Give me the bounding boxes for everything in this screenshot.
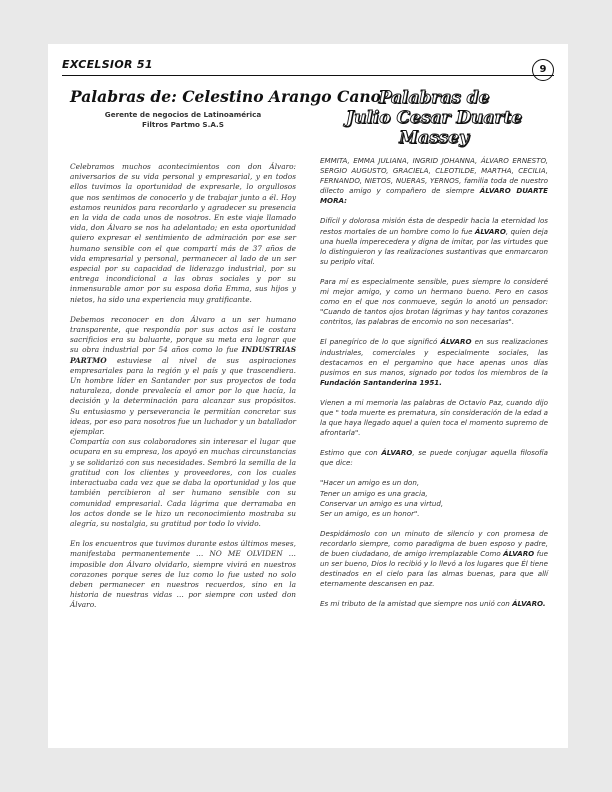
right-paragraph-7 <box>320 529 548 590</box>
right-paragraph-6-bold: ÁLVARO <box>381 448 413 458</box>
right-paragraph-2-text-a: Difícil y dolorosa misión ésta de despedir hacia la eternidad los restos mortales de un hombre como lo fue <box>320 216 548 236</box>
right-title-line-1: Palabras de <box>378 88 490 108</box>
left-paragraph-2-text-a: Debemos reconocer en don Álvaro a un ser humano transparente, que respondía por sus actos así le costara sacrificios era su baluarte, porque su meta era lograr que su obra industrial por 54 años como lo fue <box>70 314 296 355</box>
right-paragraph-7-text-b: fue un ser bueno, Dios lo recibió y lo llevó a los lugares que Él tiene destinados en el cielo para las almas buenas, para que allí eternamente descansen en paz. <box>320 549 548 589</box>
right-paragraph-2-text-b: , quien deja una huella imperecedera y digna de imitar, por las virtudes que lo distinguieron y las realizaciones sustantivas que enmarcaron su periplo vital. <box>320 226 548 266</box>
author-company: Filtros Partmo S.A.S <box>142 119 224 129</box>
verse-line-3: Conservar un amigo es una virtud, <box>320 498 444 508</box>
page-number: 9 <box>532 59 554 81</box>
author-role: Gerente de negocios de Latinoamérica <box>104 110 262 119</box>
right-paragraph-1 <box>320 156 548 206</box>
right-paragraph-8-bold: ÁLVARO. <box>512 599 546 609</box>
verse-line-4: Ser un amigo, es un honor". <box>320 508 420 518</box>
right-paragraph-6 <box>320 448 548 468</box>
masthead: EXCELSIOR 51 <box>62 58 153 71</box>
right-paragraph-4-bold-2: Fundación Santanderina 1951. <box>320 377 442 387</box>
right-paragraph-4-bold-1: ÁLVARO <box>440 337 472 347</box>
verse-line-2: Tener un amigo es una gracia, <box>320 488 428 498</box>
right-paragraph-1-text: EMMITA, EMMA JULIANA, INGRID JOHANNA, ÁLVARO ERNESTO, SERGIO AUGUSTO, GRACIELA, CLEOTILDE, MARTHA, CECILIA, FERNANDO, NIETOS, NUERAS, YERNOS, familia toda de nuestro dilecto amigo y compañero de siempre <box>320 156 548 196</box>
right-paragraph-6-text-a: Estimo que con <box>320 448 382 458</box>
right-paragraph-4-text-a: El panegírico de lo que significó <box>320 337 441 347</box>
right-paragraph-2-bold: ÁLVARO <box>474 226 506 236</box>
left-paragraph-2-bold: INDUSTRIAS PARTMO <box>70 345 296 365</box>
right-paragraph-2 <box>320 216 548 266</box>
right-paragraph-3: Para mí es especialmente sensible, pues siempre lo consideré mi mejor amigo, y como un hermano bueno. Pero en casos como en el que nos conmueve, según lo anotó un pensador: "Cuando de tantos ojos brotan lágrimas y hay tantos corazones contritos, las palabras de encomio no son necesarias". <box>320 276 548 327</box>
right-column <box>320 88 548 609</box>
left-paragraph-2-text-b: estuviese al nivel de sus aspiraciones empresariales para la región y el país y que trascendiera. Un hombre líder en Santander por sus proyectos de toda naturaleza, donde prevalecía el amor por lo que hacía, la decisión y la determinación para alcanzar sus propósitos. Su entusiasmo y perseverancia le permitían concretar sus ideas, por eso para nosotros fue un luchador y un batallador ejemplar. <box>70 355 296 437</box>
header-rule <box>62 75 554 76</box>
right-paragraph-5: Vienen a mi memoria las palabras de Octavio Paz, cuando dijo que " toda muerte es prematura, sin consideración de la edad a la que haya llegado aquel a quien toca el momento supremo de afrontarla". <box>320 397 548 438</box>
verse-line-1: "Hacer un amigo es un don, <box>320 478 420 488</box>
left-paragraph-2 <box>70 315 296 437</box>
right-paragraph-6-text-b: , se puede conjugar aquella filosofía que dice: <box>320 448 548 468</box>
right-title-line-2: Julio Cesar Duarte Massey <box>345 108 523 148</box>
right-paragraph-7-text-a: Despidámoslo con un minuto de silencio y con promesa de recordarlo siempre, como paradigma de buen esposo y padre, de buen ciudadano, de amigo irremplazable Como <box>320 528 548 558</box>
right-paragraph-8-text: Es mi tributo de la amistad que siempre nos unió con <box>320 599 513 609</box>
left-article-title: Palabras de: Celestino Arango Cano <box>70 87 381 106</box>
right-paragraph-4-text-b: en sus realizaciones industriales, comerciales y especialmente sociales, las destacamos en el pergamino que hace apenas unos días pusimos en sus manos, signado por todos los miembros de la <box>320 337 549 377</box>
left-paragraph-1: Celebramos muchos acontecimientos con don Álvaro: aniversarios de su vida personal y empresarial, y en todos ellos tuvimos la oportunidad de expresarle, lo orgullosos que nos sentimos de conocerlo y de trabajar junto a él. Hoy estamos reunidos para recordarlo y agradecer su presencia en la vida de cada unos de nosotros. En este viaje llamado vida, don Álvaro se nos ha adelantado; en esta oportunidad quiero expresar el sentimiento de admiración por ese ser humano sensible con el que compartí más de 37 años de vida empresarial y personal, permanecer al lado de un ser especial por su capacidad de liderazgo industrial, por su entrega incondicional a las obras sociales y por su inmensurable amor por su esposa doña Emma, sus hijos y nietos, ha sido una experiencia muy gratificante. <box>70 162 296 304</box>
right-paragraph-7-bold: ÁLVARO <box>503 549 535 558</box>
left-paragraph-4: En los encuentros que tuvimos durante estos últimos meses, manifestaba permanentemente … NO ME OLVIDEN … imposible don Álvaro olvidarlo, siempre vivirá en nuestros corazones porque seres de luz como lo fue usted no solo deben permanecer en nuestros recuerdos, sino en la historia de nuestras vidas … por siempre con usted don Álvaro. <box>70 539 296 610</box>
right-paragraph-1-bold: ÁLVARO DUARTE MORA: <box>320 186 548 206</box>
magazine-page <box>48 44 568 748</box>
right-paragraph-4 <box>320 337 548 387</box>
left-paragraph-3: Compartía con sus colaboradores sin interesar el lugar que ocupara en su empresa, los apoyó en muchas circunstancias y se solidarizó con sus necesidades. Sembró la semilla de la gratitud con los clientes y proveedores, con los cuales interactuaba cada vez que se daba la oportunidad y los que también percibieron al ser humano sensible con su comunidad empresarial. Cada lágrima que derramaba en los actos donde se le hizo un reconocimiento mostraba su alegría, su nostalgia, su gratitud por todo lo vivido. <box>70 437 296 528</box>
verse-block <box>320 478 548 518</box>
right-paragraph-8 <box>320 599 548 609</box>
